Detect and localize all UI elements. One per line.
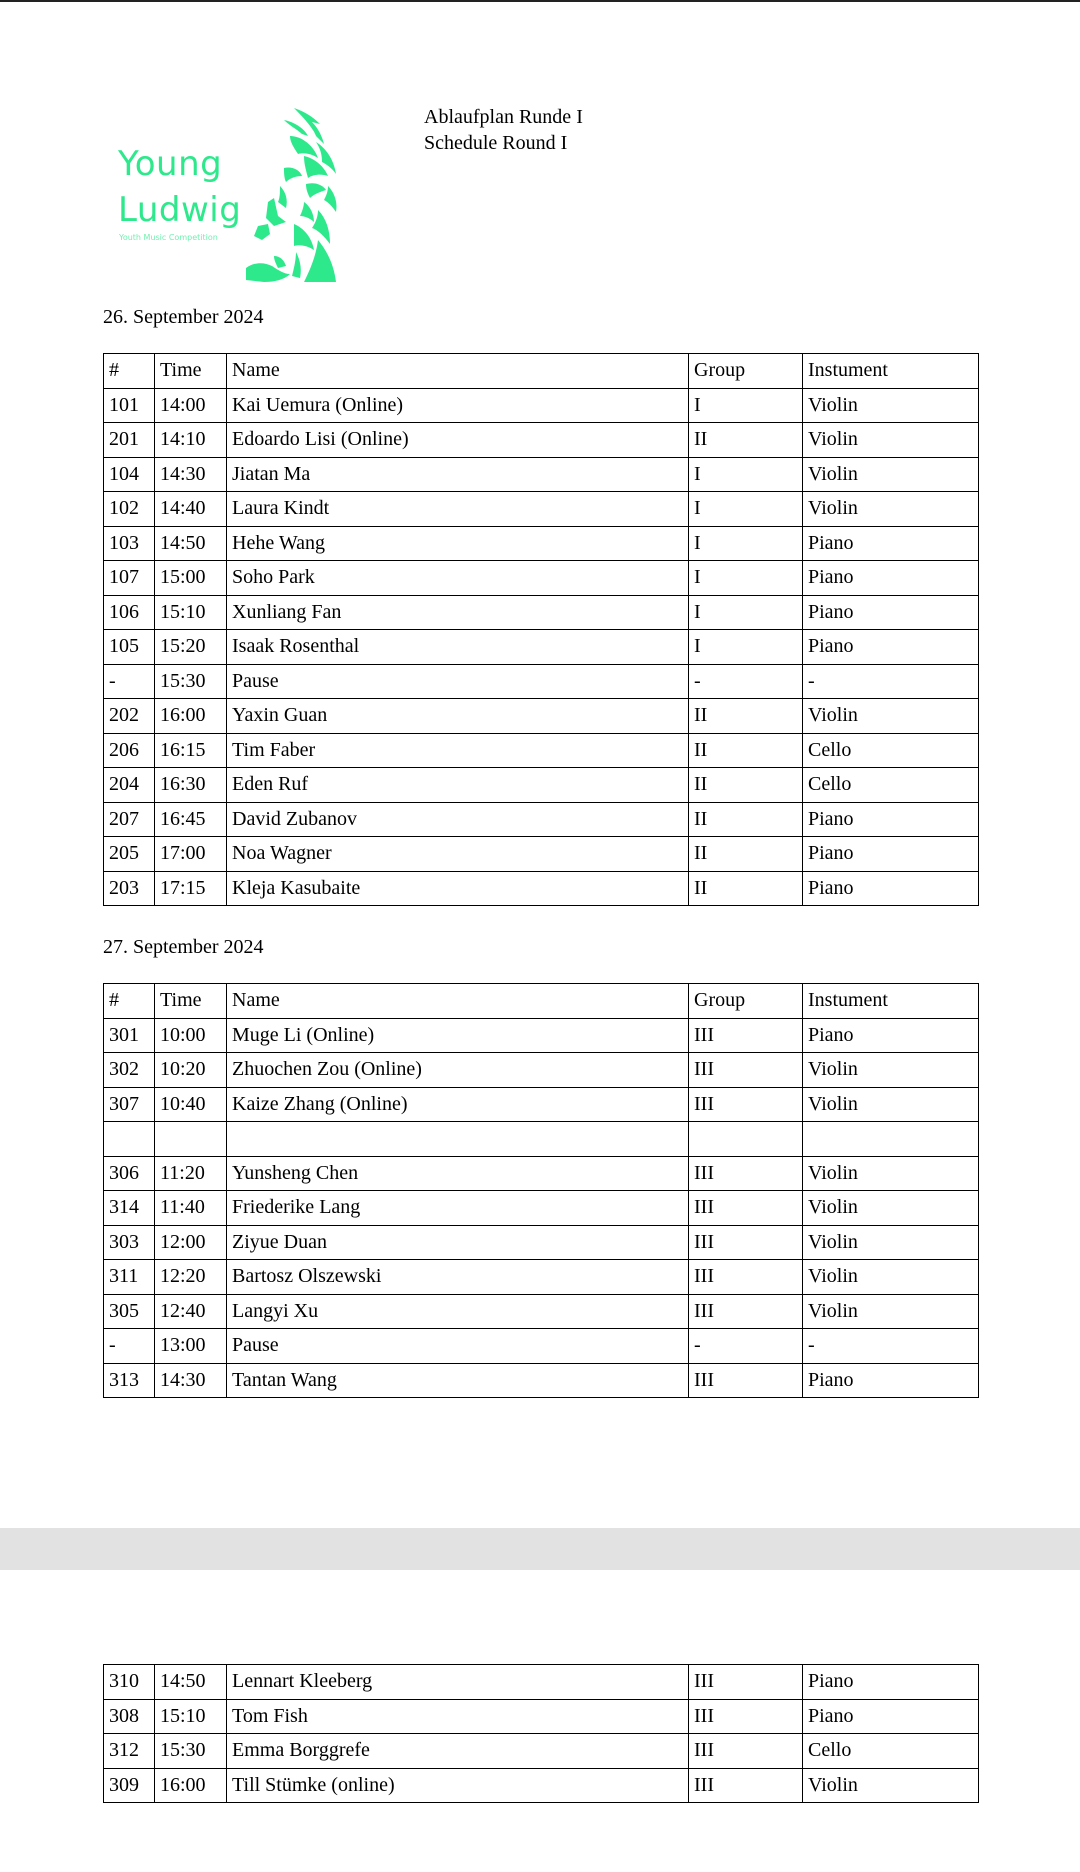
cell-number: 105 bbox=[104, 630, 155, 665]
table-row bbox=[104, 1768, 979, 1803]
cell-time: 12:20 bbox=[155, 1260, 227, 1295]
cell-time: 14:50 bbox=[155, 526, 227, 561]
table-row bbox=[104, 1734, 979, 1769]
cell-group: III bbox=[689, 1665, 803, 1700]
cell-number: 314 bbox=[104, 1191, 155, 1226]
cell-name: Lennart Kleeberg bbox=[227, 1665, 689, 1700]
cell-time: 16:00 bbox=[155, 1768, 227, 1803]
cell-group: I bbox=[689, 492, 803, 527]
cell-time: 11:20 bbox=[155, 1156, 227, 1191]
table-body bbox=[104, 388, 979, 906]
cell-group: III bbox=[689, 1260, 803, 1295]
cell-instrument: Piano bbox=[803, 595, 979, 630]
cell-time: 10:40 bbox=[155, 1087, 227, 1122]
cell-group: - bbox=[689, 1329, 803, 1364]
cell-group: III bbox=[689, 1156, 803, 1191]
column-header-time: Time bbox=[155, 984, 227, 1019]
cell-name: Tom Fish bbox=[227, 1699, 689, 1734]
cell-name: Jiatan Ma bbox=[227, 457, 689, 492]
cell-number: 309 bbox=[104, 1768, 155, 1803]
cell-name: Bartosz Olszewski bbox=[227, 1260, 689, 1295]
column-header-name: Name bbox=[227, 984, 689, 1019]
cell-group: III bbox=[689, 1294, 803, 1329]
cell-time: 17:15 bbox=[155, 871, 227, 906]
cell-time: 16:45 bbox=[155, 802, 227, 837]
cell-number: 307 bbox=[104, 1087, 155, 1122]
cell-number: 106 bbox=[104, 595, 155, 630]
cell-group: II bbox=[689, 802, 803, 837]
cell-name: Tantan Wang bbox=[227, 1363, 689, 1398]
cell-number: 301 bbox=[104, 1018, 155, 1053]
column-header-group: Group bbox=[689, 984, 803, 1019]
cell-instrument: Cello bbox=[803, 768, 979, 803]
table-row bbox=[104, 664, 979, 699]
cell-number: 206 bbox=[104, 733, 155, 768]
schedule-title-english: Schedule Round I bbox=[424, 132, 568, 154]
cell-instrument: Piano bbox=[803, 837, 979, 872]
table-body bbox=[104, 1665, 979, 1803]
cell-name: Tim Faber bbox=[227, 733, 689, 768]
table-row bbox=[104, 1260, 979, 1295]
table-row bbox=[104, 733, 979, 768]
cell-group: II bbox=[689, 768, 803, 803]
cell-group: III bbox=[689, 1191, 803, 1226]
cell-group: I bbox=[689, 630, 803, 665]
cell-number: 207 bbox=[104, 802, 155, 837]
cell-name: Yunsheng Chen bbox=[227, 1156, 689, 1191]
cell-time: 16:00 bbox=[155, 699, 227, 734]
cell-number: 312 bbox=[104, 1734, 155, 1769]
page-separator bbox=[0, 1528, 1080, 1570]
cell-group: - bbox=[689, 664, 803, 699]
cell-name: Langyi Xu bbox=[227, 1294, 689, 1329]
cell-name: Pause bbox=[227, 664, 689, 699]
cell-name: Xunliang Fan bbox=[227, 595, 689, 630]
cell-number: 103 bbox=[104, 526, 155, 561]
cell-time: 16:30 bbox=[155, 768, 227, 803]
cell-name: David Zubanov bbox=[227, 802, 689, 837]
table-row bbox=[104, 768, 979, 803]
cell-name: Laura Kindt bbox=[227, 492, 689, 527]
table-row bbox=[104, 526, 979, 561]
cell-time: 15:00 bbox=[155, 561, 227, 596]
cell-group: III bbox=[689, 1768, 803, 1803]
cell-number: 201 bbox=[104, 423, 155, 458]
cell-instrument: Piano bbox=[803, 630, 979, 665]
cell-name: Eden Ruf bbox=[227, 768, 689, 803]
cell-time: 14:00 bbox=[155, 388, 227, 423]
cell-instrument: Violin bbox=[803, 1191, 979, 1226]
cell-group: III bbox=[689, 1699, 803, 1734]
cell-group bbox=[689, 1122, 803, 1157]
cell-instrument: Violin bbox=[803, 1225, 979, 1260]
cell-name: Till Stümke (online) bbox=[227, 1768, 689, 1803]
cell-time: 15:30 bbox=[155, 664, 227, 699]
table-body bbox=[104, 1018, 979, 1398]
table-row bbox=[104, 1191, 979, 1226]
young-ludwig-logo bbox=[112, 106, 368, 286]
schedule-title-german: Ablaufplan Runde I bbox=[424, 106, 583, 128]
cell-number: 302 bbox=[104, 1053, 155, 1088]
table-row bbox=[104, 423, 979, 458]
cell-name: Kleja Kasubaite bbox=[227, 871, 689, 906]
table-row bbox=[104, 1018, 979, 1053]
cell-instrument: Piano bbox=[803, 802, 979, 837]
cell-instrument: Violin bbox=[803, 1294, 979, 1329]
table-row bbox=[104, 871, 979, 906]
document-page-1 bbox=[0, 2, 1080, 1528]
cell-time: 17:00 bbox=[155, 837, 227, 872]
table-row bbox=[104, 1294, 979, 1329]
column-header-time: Time bbox=[155, 354, 227, 389]
cell-name bbox=[227, 1122, 689, 1157]
date-day-1: 26. September 2024 bbox=[103, 306, 264, 328]
cell-number: 310 bbox=[104, 1665, 155, 1700]
cell-number: 104 bbox=[104, 457, 155, 492]
cell-name: Friederike Lang bbox=[227, 1191, 689, 1226]
table-row bbox=[104, 1156, 979, 1191]
table-row bbox=[104, 1087, 979, 1122]
cell-number: 107 bbox=[104, 561, 155, 596]
cell-instrument: Violin bbox=[803, 1053, 979, 1088]
cell-name: Edoardo Lisi (Online) bbox=[227, 423, 689, 458]
table-row bbox=[104, 802, 979, 837]
cell-group: I bbox=[689, 388, 803, 423]
table-header-row bbox=[104, 984, 979, 1019]
cell-time: 14:50 bbox=[155, 1665, 227, 1700]
logo-subtitle: Youth Music Competition bbox=[119, 233, 218, 242]
composer-portrait-icon bbox=[244, 106, 368, 286]
cell-instrument: - bbox=[803, 664, 979, 699]
cell-time: 15:20 bbox=[155, 630, 227, 665]
cell-number: 306 bbox=[104, 1156, 155, 1191]
cell-number: 202 bbox=[104, 699, 155, 734]
cell-group: II bbox=[689, 871, 803, 906]
cell-name: Ziyue Duan bbox=[227, 1225, 689, 1260]
schedule-table-day-1 bbox=[103, 353, 979, 906]
cell-number: 101 bbox=[104, 388, 155, 423]
cell-time: 10:00 bbox=[155, 1018, 227, 1053]
column-header-instrument: Instument bbox=[803, 354, 979, 389]
cell-group: II bbox=[689, 423, 803, 458]
cell-group: II bbox=[689, 699, 803, 734]
cell-instrument: Cello bbox=[803, 1734, 979, 1769]
cell-number bbox=[104, 1122, 155, 1157]
cell-instrument: - bbox=[803, 1329, 979, 1364]
cell-group: II bbox=[689, 733, 803, 768]
cell-time: 14:40 bbox=[155, 492, 227, 527]
cell-group: III bbox=[689, 1363, 803, 1398]
cell-instrument: Piano bbox=[803, 1699, 979, 1734]
cell-time: 12:40 bbox=[155, 1294, 227, 1329]
table-row bbox=[104, 1053, 979, 1088]
table-row bbox=[104, 699, 979, 734]
table-row bbox=[104, 457, 979, 492]
table-header-row bbox=[104, 354, 979, 389]
cell-time: 10:20 bbox=[155, 1053, 227, 1088]
cell-time: 14:10 bbox=[155, 423, 227, 458]
schedule-table-day-2-continued bbox=[103, 1664, 979, 1803]
cell-instrument: Violin bbox=[803, 1156, 979, 1191]
cell-name: Kaize Zhang (Online) bbox=[227, 1087, 689, 1122]
cell-number: 303 bbox=[104, 1225, 155, 1260]
table-row bbox=[104, 1122, 979, 1157]
cell-time: 15:30 bbox=[155, 1734, 227, 1769]
cell-time: 12:00 bbox=[155, 1225, 227, 1260]
cell-instrument: Piano bbox=[803, 561, 979, 596]
cell-number: 311 bbox=[104, 1260, 155, 1295]
cell-instrument: Violin bbox=[803, 457, 979, 492]
cell-number: 205 bbox=[104, 837, 155, 872]
cell-group: I bbox=[689, 561, 803, 596]
cell-instrument: Violin bbox=[803, 423, 979, 458]
cell-time: 11:40 bbox=[155, 1191, 227, 1226]
cell-name: Emma Borggrefe bbox=[227, 1734, 689, 1769]
cell-instrument: Piano bbox=[803, 526, 979, 561]
cell-instrument: Violin bbox=[803, 699, 979, 734]
table-row bbox=[104, 388, 979, 423]
table-row bbox=[104, 595, 979, 630]
table-row bbox=[104, 1363, 979, 1398]
cell-name: Hehe Wang bbox=[227, 526, 689, 561]
cell-time: 14:30 bbox=[155, 1363, 227, 1398]
column-header-number: # bbox=[104, 354, 155, 389]
cell-group: III bbox=[689, 1734, 803, 1769]
cell-instrument bbox=[803, 1122, 979, 1157]
cell-instrument: Piano bbox=[803, 1018, 979, 1053]
cell-group: III bbox=[689, 1087, 803, 1122]
cell-number: 313 bbox=[104, 1363, 155, 1398]
column-header-number: # bbox=[104, 984, 155, 1019]
cell-time: 15:10 bbox=[155, 595, 227, 630]
cell-name: Kai Uemura (Online) bbox=[227, 388, 689, 423]
schedule-table-day-2 bbox=[103, 983, 979, 1398]
cell-name: Soho Park bbox=[227, 561, 689, 596]
cell-name: Muge Li (Online) bbox=[227, 1018, 689, 1053]
column-header-group: Group bbox=[689, 354, 803, 389]
cell-time: 15:10 bbox=[155, 1699, 227, 1734]
cell-number: 102 bbox=[104, 492, 155, 527]
cell-number: 305 bbox=[104, 1294, 155, 1329]
cell-instrument: Piano bbox=[803, 871, 979, 906]
table-row bbox=[104, 1699, 979, 1734]
date-day-2: 27. September 2024 bbox=[103, 936, 264, 958]
cell-number: 308 bbox=[104, 1699, 155, 1734]
cell-name: Isaak Rosenthal bbox=[227, 630, 689, 665]
cell-instrument: Piano bbox=[803, 1665, 979, 1700]
cell-group: I bbox=[689, 526, 803, 561]
cell-number: 203 bbox=[104, 871, 155, 906]
table-row bbox=[104, 561, 979, 596]
table-row bbox=[104, 1329, 979, 1364]
cell-group: I bbox=[689, 595, 803, 630]
document-page-2 bbox=[0, 1570, 1080, 1872]
cell-time: 13:00 bbox=[155, 1329, 227, 1364]
cell-group: III bbox=[689, 1018, 803, 1053]
cell-group: III bbox=[689, 1225, 803, 1260]
cell-name: Zhuochen Zou (Online) bbox=[227, 1053, 689, 1088]
table-row bbox=[104, 630, 979, 665]
cell-number: - bbox=[104, 1329, 155, 1364]
cell-number: 204 bbox=[104, 768, 155, 803]
table-row bbox=[104, 837, 979, 872]
cell-name: Noa Wagner bbox=[227, 837, 689, 872]
table-row bbox=[104, 1665, 979, 1700]
cell-instrument: Cello bbox=[803, 733, 979, 768]
cell-time: 16:15 bbox=[155, 733, 227, 768]
cell-group: I bbox=[689, 457, 803, 492]
cell-instrument: Violin bbox=[803, 1260, 979, 1295]
cell-instrument: Violin bbox=[803, 1768, 979, 1803]
column-header-name: Name bbox=[227, 354, 689, 389]
logo-line-1: Young bbox=[118, 144, 223, 184]
table-row bbox=[104, 1225, 979, 1260]
cell-time bbox=[155, 1122, 227, 1157]
column-header-instrument: Instument bbox=[803, 984, 979, 1019]
cell-instrument: Piano bbox=[803, 1363, 979, 1398]
cell-group: III bbox=[689, 1053, 803, 1088]
cell-name: Yaxin Guan bbox=[227, 699, 689, 734]
table-row bbox=[104, 492, 979, 527]
cell-instrument: Violin bbox=[803, 492, 979, 527]
cell-group: II bbox=[689, 837, 803, 872]
cell-time: 14:30 bbox=[155, 457, 227, 492]
logo-line-2: Ludwig bbox=[118, 190, 242, 230]
cell-name: Pause bbox=[227, 1329, 689, 1364]
cell-instrument: Violin bbox=[803, 1087, 979, 1122]
cell-number: - bbox=[104, 664, 155, 699]
cell-instrument: Violin bbox=[803, 388, 979, 423]
